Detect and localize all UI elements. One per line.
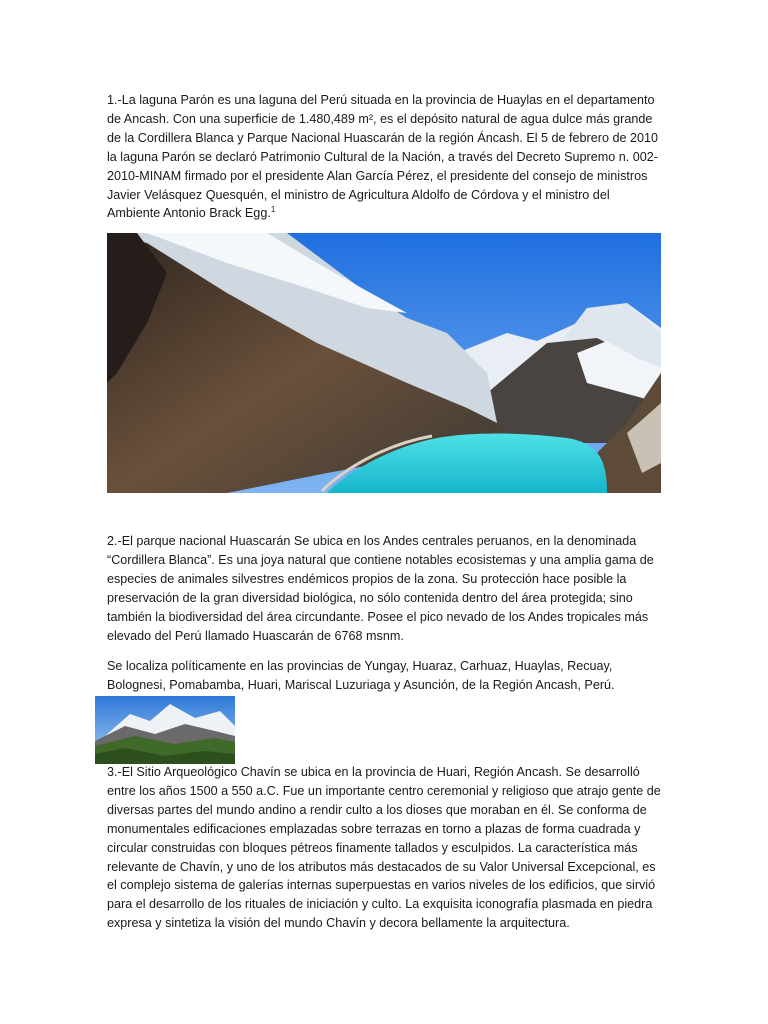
huascaran-mountain-photo	[95, 696, 235, 764]
paragraph-chavin: 3.-El Sitio Arqueológico Chavín se ubica en la provincia de Huari, Región Ancash. Se desarrolló entre los años 1500 a 550 a.C. Fue un importante centro ceremonial y religioso que atrajo gente de diversas partes del mundo andino a rendir culto a los dioses que moraban en él. Se conforma de monumentales edificaciones emplazadas sobre terrazas en torno a plazas de forma cuadrada y circular construidas con bloques pétreos finamente tallados y esculpidos. La característica más relevante de Chavín, y uno de los atributos más destacados de su Valor Universal Excepcional, es el complejo sistema de galerías internas superpuestas en varios niveles de los edificios, que sirvió para el desarrollo de los rituales de iniciación y culto. La exquisita iconografía plasmada en piedra expresa y sintetiza la visión del mundo Chavín y decora bellamente la arquitectura.	[107, 765, 661, 931]
paragraph-laguna-paron	[107, 91, 663, 223]
paragraph-localizacion: Se localiza políticamente en las provincias de Yungay, Huaraz, Carhuaz, Huaylas, Recuay, Bolognesi, Pomabamba, Huari, Mariscal Luzuriaga y Asunción, de la Región Ancash, Perú.	[107, 659, 615, 692]
footnote-marker: 1	[270, 205, 276, 215]
paragraph-parque-huascaran: 2.-El parque nacional Huascarán Se ubica en los Andes centrales peruanos, en la denominada “Cordillera Blanca”. Es una joya natural que contiene notables ecosistemas y una amplia gama de especies de animales silvestres endémicos propios de la zona. Su protección hace posible la preservación de la gran diversidad biológica, no sólo contenida dentro del área protegida; sino también la biodiversidad del área circundante. Posee el pico nevado de los Andes tropicales más elevado del Perú llamado Huascarán de 6768 msnm.	[107, 534, 654, 643]
laguna-paron-photo	[107, 233, 661, 493]
paragraph-laguna-paron-text: 1.-La laguna Parón es una laguna del Perú situada en la provincia de Huaylas en el departamento de Ancash. Con una superficie de 1.480,489 m², es el depósito natural de agua dulce más grande de la Cordillera Blanca y Parque Nacional Huascarán de la región Áncash. El 5 de febrero de 2010 la laguna Parón se declaró Patrimonio Cultural de la Nación, a través del Decreto Supremo n. 002-2010-MINAM firmado por el presidente Alan García Pérez, el presidente del consejo de ministros Javier Velásquez Quesquén, el ministro de Agricultura Aldolfo de Córdova y el ministro del Ambiente Antonio Brack Egg.	[107, 93, 658, 221]
